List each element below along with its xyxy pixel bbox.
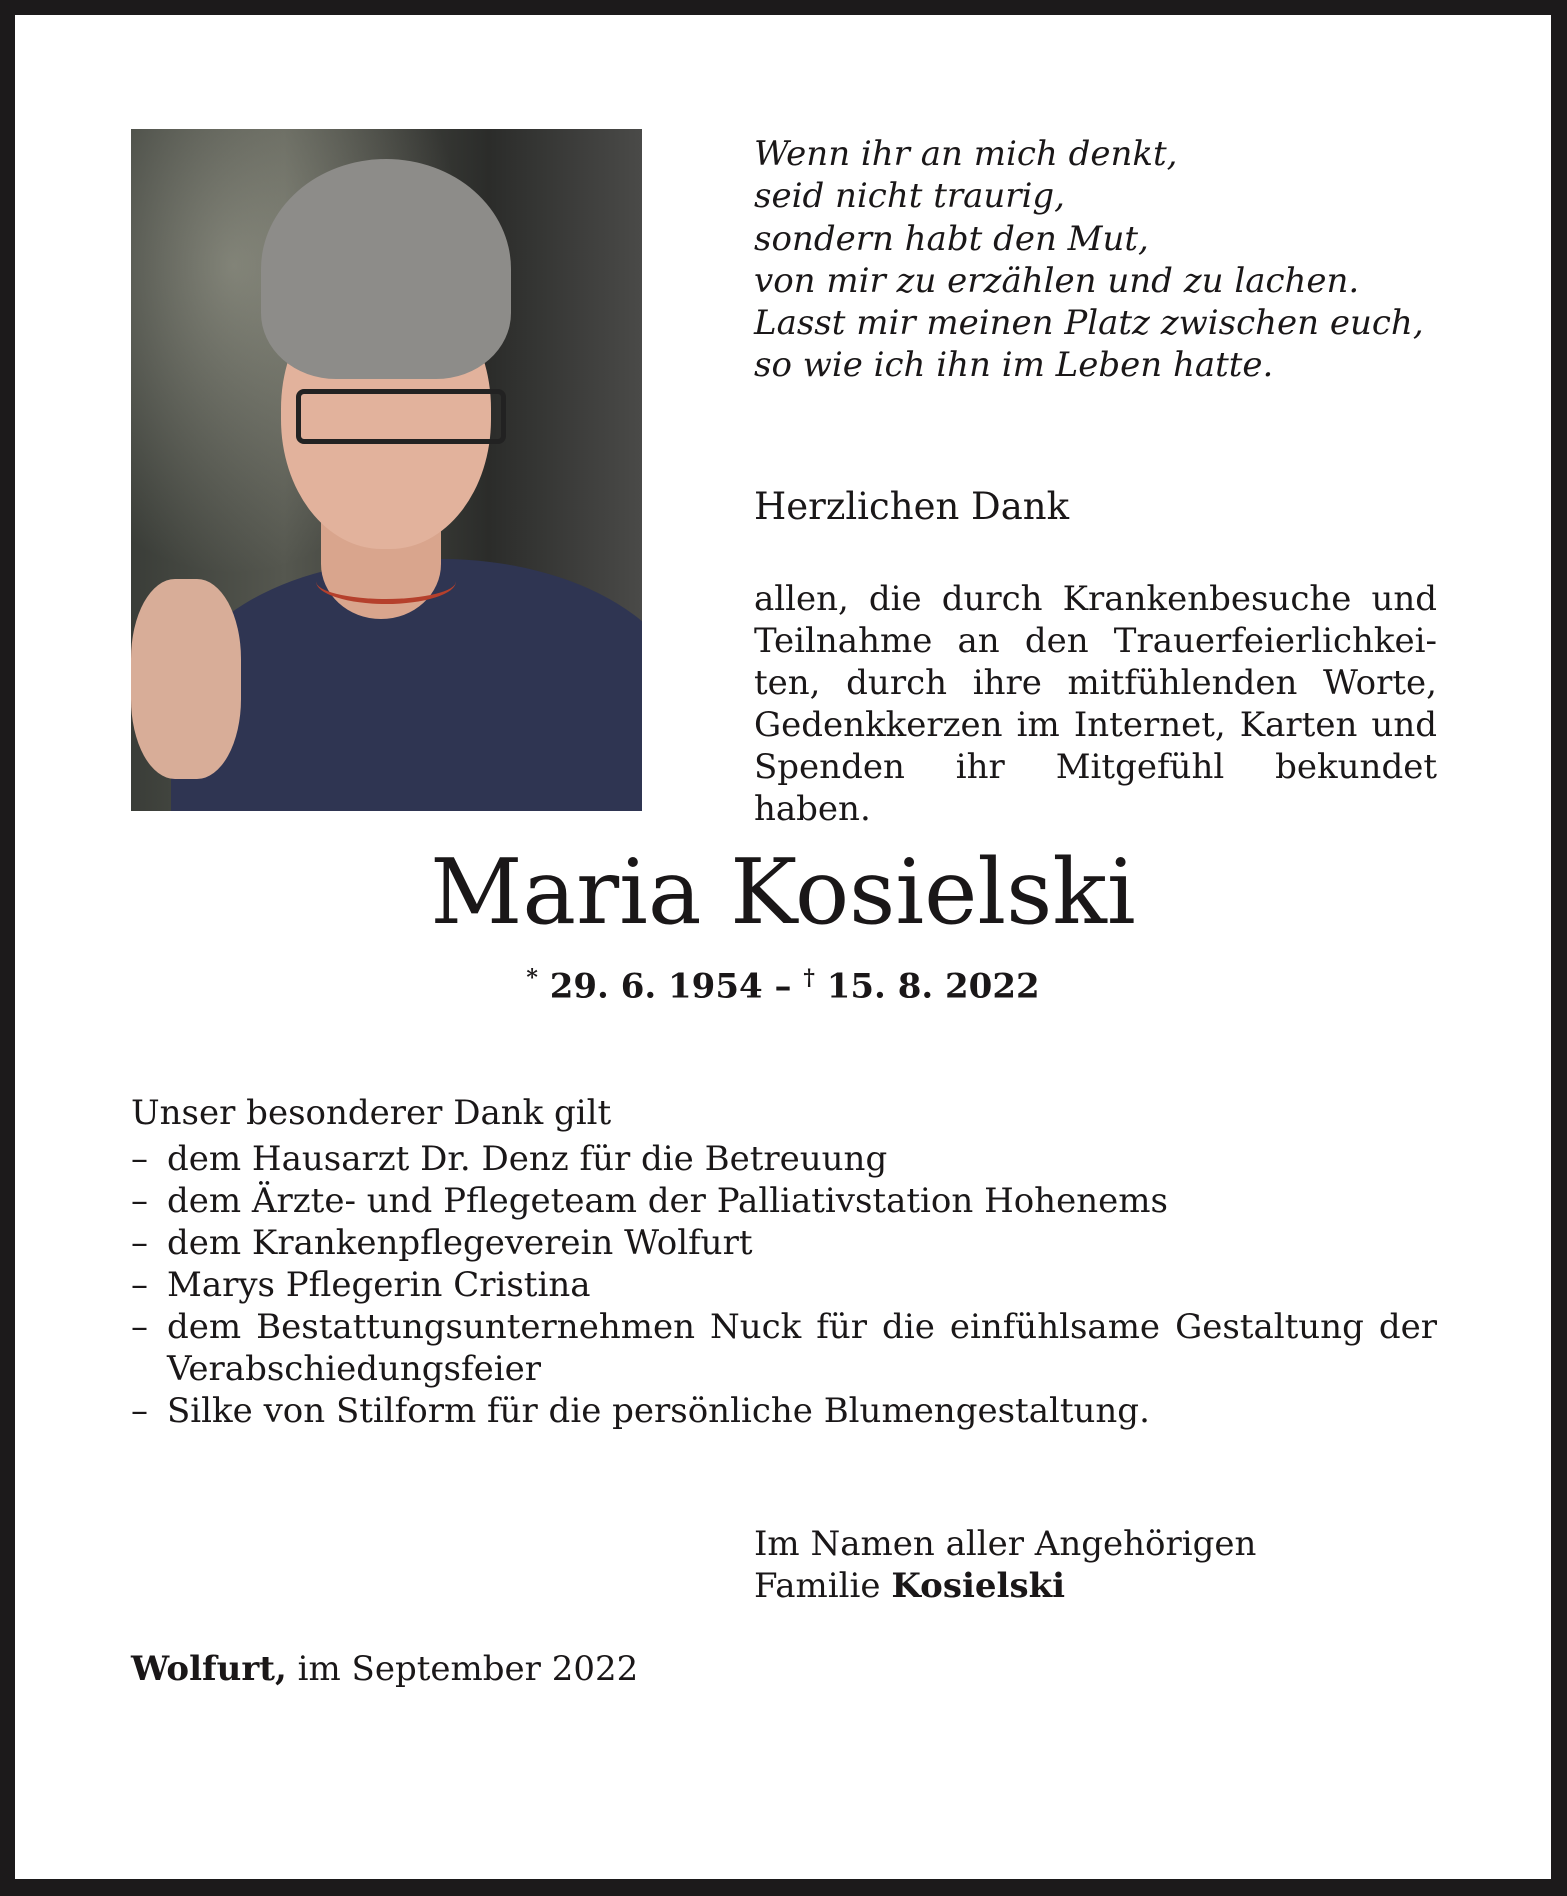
thanks-line: ten, durch ihre mitfühlenden Worte,: [754, 663, 1437, 703]
special-thanks-intro: Unser besonderer Dank gilt: [131, 1093, 612, 1133]
signature-line: Im Namen aller Angehörigen: [754, 1524, 1257, 1564]
date-separator: –: [774, 966, 792, 1007]
list-item: [131, 1138, 1437, 1180]
birth-symbol: *: [526, 965, 538, 991]
poem-line: Lasst mir meinen Platz zwischen euch,: [754, 303, 1424, 344]
thanks-heading: Herzlichen Dank: [754, 485, 1070, 528]
family-label: Familie: [754, 1566, 892, 1606]
list-item-text: dem Ärzte- und Pflegeteam der Palliativstation Hohenems: [167, 1181, 1168, 1221]
dash-bullet: –: [131, 1391, 148, 1431]
poem: [754, 133, 1424, 387]
list-item-continuation: Verabschiedungsfeier: [167, 1349, 541, 1389]
poem-line: seid nicht traurig,: [754, 176, 1065, 217]
poem-line: so wie ich ihn im Leben hatte.: [754, 345, 1274, 386]
life-dates: [15, 965, 1551, 1006]
obituary-page: [15, 15, 1551, 1879]
dash-bullet: –: [131, 1223, 148, 1263]
thanks-line: allen, die durch Krankenbesuche und: [754, 579, 1437, 619]
dash-bullet: –: [131, 1181, 148, 1221]
list-item: [131, 1306, 1437, 1390]
list-item: [131, 1390, 1437, 1432]
poem-line: Wenn ihr an mich denkt,: [754, 134, 1178, 174]
place: Wolfurt,: [131, 1649, 287, 1689]
signature: [754, 1523, 1256, 1607]
death-symbol: †: [803, 965, 815, 991]
poem-line: von mir zu erzählen und zu lachen.: [754, 260, 1360, 301]
list-item-text: Marys Pflegerin Cristina: [167, 1265, 591, 1305]
list-item-text: dem Krankenpflegeverein Wolfurt: [167, 1223, 753, 1263]
list-item: [131, 1264, 1437, 1306]
thanks-text: [754, 578, 1437, 830]
thanks-line: Spenden ihr Mitgefühl bekundet haben.: [754, 747, 1437, 829]
list-item: [131, 1180, 1437, 1222]
list-item-text: dem Hausarzt Dr. Denz für die Betreuung: [167, 1139, 888, 1179]
list-item-text: dem Bestattungsunternehmen Nuck für die einfühlsame Gestaltung der: [167, 1307, 1437, 1347]
signature-family: [754, 1565, 1256, 1607]
thanks-line: Teilnahme an den Trauerfeierlichkei-: [754, 621, 1437, 661]
dash-bullet: –: [131, 1307, 148, 1347]
place-date: [131, 1649, 638, 1689]
birth-date: 29. 6. 1954: [549, 966, 763, 1007]
list-item: [131, 1222, 1437, 1264]
portrait-photo: [131, 129, 642, 811]
special-thanks-list: [131, 1138, 1437, 1432]
family-name: Kosielski: [891, 1566, 1066, 1606]
death-date: 15. 8. 2022: [826, 966, 1040, 1007]
list-item-text: Silke von Stilform für die persönliche Blumengestaltung.: [167, 1391, 1150, 1431]
poem-line: sondern habt den Mut,: [754, 218, 1149, 259]
thanks-line: Gedenkkerzen im Internet, Karten und: [754, 705, 1437, 745]
deceased-name: Maria Kosielski: [430, 840, 1136, 945]
date: im September 2022: [286, 1649, 639, 1689]
dash-bullet: –: [131, 1265, 148, 1305]
dash-bullet: –: [131, 1139, 148, 1179]
